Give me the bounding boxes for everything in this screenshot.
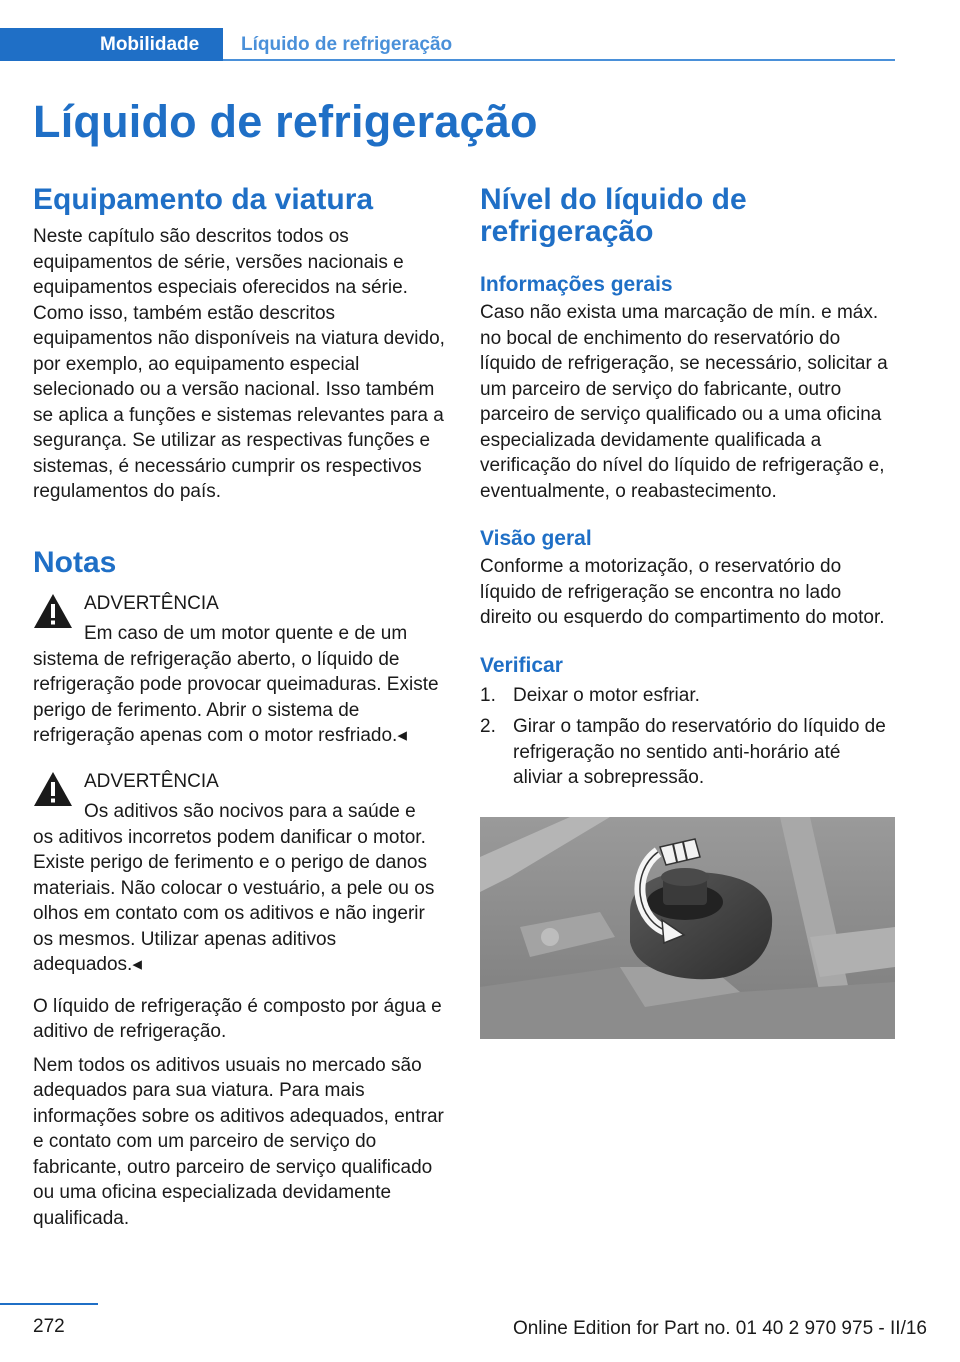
composition-paragraph: O líquido de refrigeração é composto por água e aditivo de refrigeração. [33,995,442,1042]
coolant-reservoir-illustration [480,817,895,1039]
footer-divider [0,1303,98,1305]
warning-title: ADVERTÊNCIA [84,592,219,614]
step-number: 2. [480,716,496,737]
step-text: Deixar o motor esfriar. [513,684,700,706]
additives-paragraph: Nem todos os aditivos usuais no mercado são adequados para sua viatura. Para mais informações sobre os aditivos adequados, entrar e contato com um parceiro de serviço do fabricante, outro parceiro de serviço qualificado ou uma oficina especializada devidamente qualificada. [33,1054,444,1229]
edition-info: Online Edition for Part no. 01 40 2 970 975 - II/16 [512,1318,927,1339]
list-item [480,683,895,709]
warning-title: ADVERTÊNCIA [84,770,219,792]
warning-triangle-icon [33,593,73,629]
general-info-paragraph: Caso não exista uma marcação de mín. e máx. no bocal de enchimento do reservatório do líquido de refrigeração, se necessário, solicitar a um parceiro de serviço do fabricante, outro parceiro de serviço qualificado ou a uma oficina especializada devidamente qualificada a verificação do nível do líquido de refrigeração e, eventualmente, o reabastecimento. [480,302,888,502]
warning-text-first-line: Os aditivos são nocivos para a saúde e [84,801,416,822]
warning-text: os aditivos incorretos podem danificar o motor. Existe perigo de ferimento e o perigo de danos materiais. Não colocar o vestuário, a pele ou os olhos em contato com os aditivos e não ingerir os mesmos. Utilizar apenas aditivos adequados.◂ [33,826,435,975]
check-steps-list [480,683,895,791]
section-tab [0,28,223,61]
topic-label: Líquido de refrigeração [241,34,453,55]
warning-block-1 [33,591,448,749]
left-column [33,184,448,1231]
check-heading: Verificar [480,653,563,677]
warning-text: sistema de refrigeração aberto, o líquido de refrigeração pode provocar queimaduras. Existe perigo de ferimento. Abrir o sistema de refrigeração apenas com o motor resfriado.◂ [33,648,439,746]
header-divider [223,59,895,61]
notes-heading: Notas [33,545,117,579]
warning-triangle-icon [33,771,73,807]
general-info-heading: Informações gerais [480,273,673,296]
coolant-level-heading: Nível do líquido de refrigeração [480,183,747,248]
warning-text-first-line: Em caso de um motor quente e de um [84,623,408,644]
equipment-paragraph: Neste capítulo são descritos todos os equipamentos de série, versões nacionais e equipamentos especiais oferecidos na série. Como isso, também estão descritos equipamentos não disponíveis na viatura devido, por exemplo, ao equipamento especial selecionado ou a versão nacional. Isso também se aplica a funções e sistemas relevantes para a segurança. Se utilizar as respectivas funções e sistemas, é necessário cumprir os respectivos regulamentos do país. [33,226,445,502]
page-header [0,28,895,62]
overview-heading: Visão geral [480,527,592,550]
list-item [480,714,895,791]
section-tab-label: Mobilidade [100,34,200,55]
overview-paragraph: Conforme a motorização, o reservatório do líquido de refrigeração se encontra no lado direito ou esquerdo do compartimento do motor. [480,556,885,628]
page-number: 272 [33,1316,65,1337]
step-text: Girar o tampão do reservatório do líquido de refrigeração no sentido anti-horário até aliviar a sobrepressão. [513,716,886,788]
step-number: 1. [480,684,496,706]
warning-block-2 [33,769,448,978]
page-title: Líquido de refrigeração [33,96,538,147]
equipment-heading: Equipamento da viatura [33,183,374,216]
right-column [480,184,895,1044]
